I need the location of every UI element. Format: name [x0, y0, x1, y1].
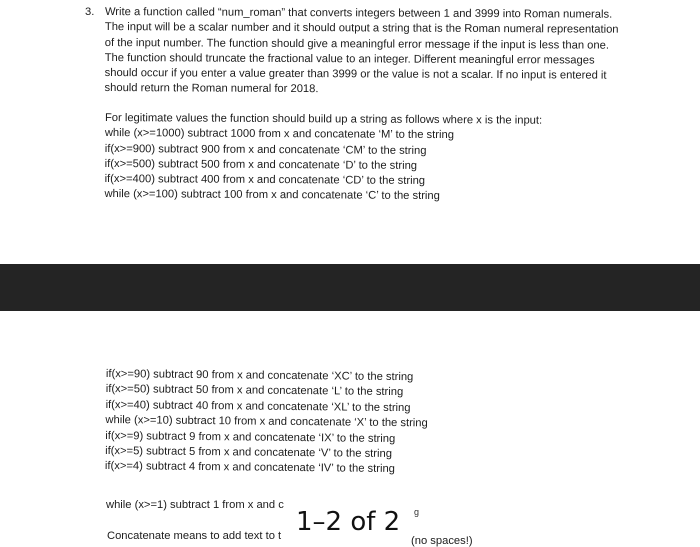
rule-line: if(x>=9) subtract 9 from x and concatenate ‘IX’ to the string	[105, 429, 396, 445]
rules-list-bottom	[105, 367, 428, 478]
rules-list-top	[104, 111, 542, 205]
rule-line: if(x>=90) subtract 90 from x and concatenate ‘XC’ to the string	[105, 367, 414, 384]
concatenate-note: Concatenate means to add text to t	[107, 530, 282, 542]
rule-line: while (x>=1000) subtract 1000 from x and concatenate ‘M’ to the string	[104, 127, 454, 142]
rules-intro: For legitimate values the function should build up a string as follows where x is the input:	[104, 111, 543, 127]
rule-line: if(x>=900) subtract 900 from x and concatenate ‘CM’ to the string	[104, 142, 427, 157]
rule-line: if(x>=5) subtract 5 from x and concatenate ‘V’ to the string	[105, 445, 393, 461]
page-separator	[0, 264, 700, 311]
question-number: 3.	[85, 6, 95, 18]
rule-line: if(x>=40) subtract 40 from x and concatenate ‘XL’ to the string	[105, 398, 411, 415]
rule-line: if(x>=400) subtract 400 from x and concatenate ‘CD’ to the string	[104, 173, 426, 188]
rule-line: while (x>=10) subtract 10 from x and concatenate ‘X’ to the string	[105, 414, 428, 430]
rule-line: if(x>=4) subtract 4 from x and concatenate ‘IV’ to the string	[104, 460, 395, 476]
question-paragraph: Write a function called “num_roman” that converts integers between 1 and 3999 into Roman numerals. The input will be a scalar number and it should output a string that is the Roman numeral representation of the input number. The function should give a meaningful error message if the input is less than one. The function should truncate the fractional value to an integer. Different meaningful error messages should occur if you enter a value greater than 3999 or the value is not a scalar. If no input is entered it should return the Roman numeral for 2018.	[104, 5, 619, 96]
stray-letter: g	[414, 507, 420, 517]
truncated-rule-line: while (x>=1) subtract 1 from x and c	[106, 499, 284, 511]
page-indicator: 1–2 of 2	[288, 505, 408, 541]
document-page-1	[0, 0, 700, 264]
no-spaces-note: (no spaces!)	[411, 535, 473, 547]
rule-line: if(x>=500) subtract 500 from x and concatenate ‘D’ to the string	[104, 157, 418, 172]
rule-line: if(x>=50) subtract 50 from x and concatenate ‘L’ to the string	[105, 383, 404, 399]
rule-line: while (x>=100) subtract 100 from x and concatenate ‘C’ to the string	[104, 188, 440, 203]
